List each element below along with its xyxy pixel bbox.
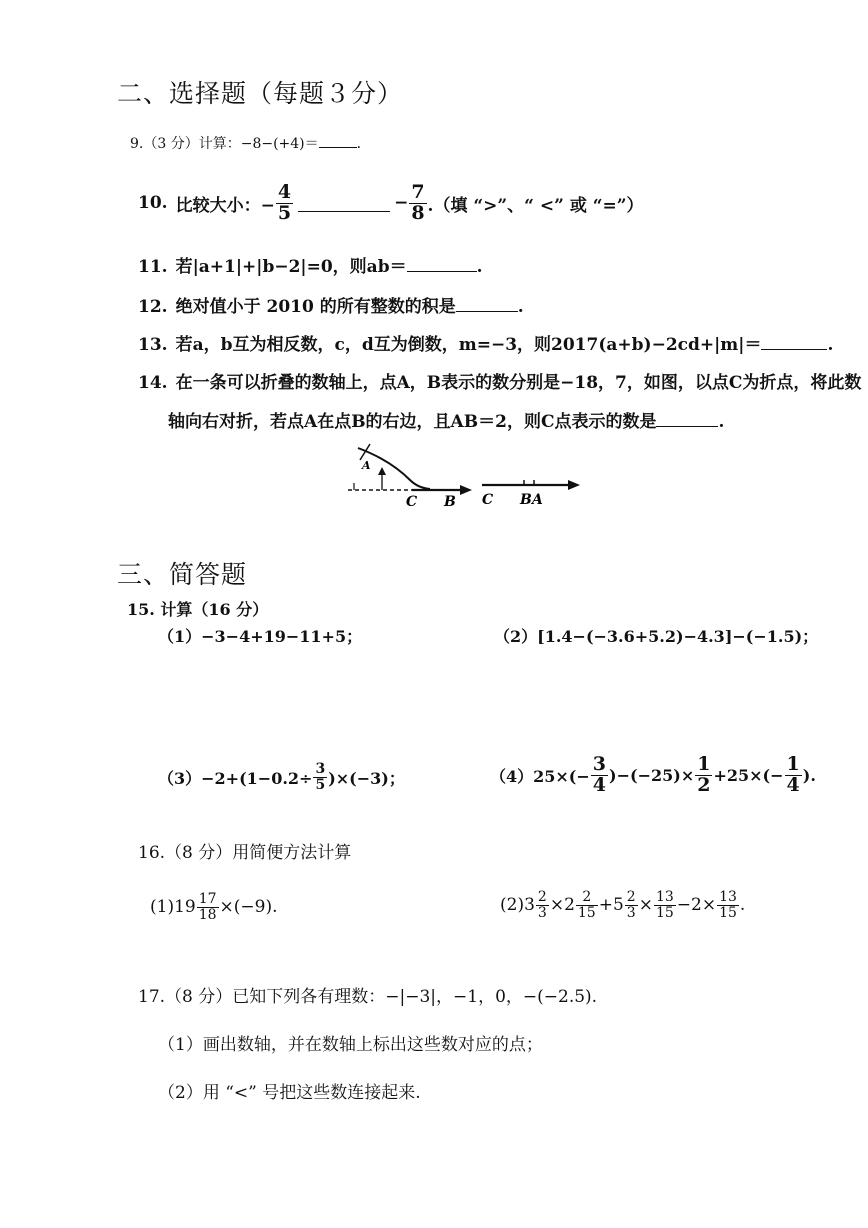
fraction-numerator: 13 [719,888,737,905]
expression-text: (2)3 [500,895,535,915]
fraction [654,890,676,920]
question-15-part-1: （1）−3−4+19−11+5； [158,627,363,646]
fraction [695,752,712,796]
question-12-text: 绝对值小于 2010 的所有整数的积是 [175,297,456,317]
expression-text: )×(−3)； [328,768,405,788]
question-9 [130,133,371,153]
expression-text: ×(−9). [219,897,278,917]
arrow-head [378,467,386,475]
question-17-part-1: （1）画出数轴，并在数轴上标出这些数对应的点； [158,1035,543,1055]
question-10-instruction: .（填 “>”、“ <” 或 “=”） [427,195,644,216]
question-16-part-2 [500,878,745,932]
point-label-b: B [444,494,456,510]
question-9-end: ． [356,136,371,152]
question-14-end: . [718,412,725,432]
question-13-number: 13. [138,335,168,355]
question-12 [138,292,524,317]
fraction [576,890,598,920]
fraction-numerator: 2 [576,890,598,906]
expression-text: ×2 [549,895,575,915]
fraction-denominator: 2 [697,773,711,796]
question-10 [138,175,644,231]
question-13-end: . [827,335,834,355]
expression-text: . [739,895,746,915]
question-16-part-1 [150,880,278,934]
expression-text: (1)19 [150,897,196,917]
answer-blank[interactable] [656,409,718,427]
fraction-denominator: 15 [577,904,596,921]
question-12-number: 12. [138,297,168,317]
question-15-part-3 [158,752,405,802]
fraction-numerator: 1 [697,752,711,775]
fraction-numerator: 3 [315,760,326,777]
answer-blank[interactable] [407,254,477,272]
fraction-numerator: 1 [786,752,800,775]
question-15-part-4 [490,750,816,800]
fraction [197,892,219,922]
question-11-number: 11. [138,257,168,277]
question-10-number: 10. [138,193,168,213]
question-17-header: 17.（8 分）已知下列各有理数：−|−3|，−1，0，−(−2.5). [138,987,598,1007]
arrow-head [460,485,472,495]
fraction-denominator: 4 [592,773,607,796]
question-14-line-1: 在一条可以折叠的数轴上，点A，B表示的数分别是−18，7，如图，以点C为折点，将此数 [175,373,862,393]
expression-text: × [638,895,653,915]
point-label-c: C [482,492,494,508]
question-13-text: 若a，b互为相反数，c，d互为倒数，m=−3，则2017(a+b)−2cd+|m|＝ [175,335,762,355]
fraction-numerator: 3 [592,752,607,775]
question-10-text: 比较大小：− [175,195,275,216]
expression-text: ). [802,765,816,785]
point-label-a: A [532,492,543,508]
question-9-text: 9.（3 分）计算：−8−(+4)＝ [130,136,319,152]
fraction-numerator: 4 [277,180,292,203]
expression-text: +5 [598,895,624,915]
fraction-denominator: 8 [411,201,425,224]
fraction [409,180,426,224]
fraction-numerator: 2 [626,888,636,905]
section-2-title: 二、选择题（每题３分） [117,79,404,108]
fraction-denominator: 5 [315,776,326,793]
expression-text: （4）25×(− [490,766,590,786]
answer-blank[interactable] [319,133,357,148]
question-14-line-2: 轴向右对折，若点A在点B的右边，且AB＝2，则C点表示的数是 [168,412,657,432]
minus-sign: − [394,193,409,213]
expression-text: )−(−25)× [609,765,695,785]
fraction-denominator: 3 [626,904,636,921]
fraction [536,890,549,920]
question-14-continued [168,407,724,432]
fraction [785,752,802,796]
answer-blank[interactable] [761,332,827,350]
fraction-denominator: 5 [277,201,292,224]
question-15-part-2: （2）[1.4−(−3.6+5.2)−4.3]−(−1.5)； [494,627,819,646]
question-17-part-2: （2）用 “<” 号把这些数连接起来. [158,1083,421,1103]
folding-number-line-figure [340,440,590,512]
answer-blank[interactable] [298,194,390,212]
question-14-number: 14. [138,373,168,393]
question-15-header: 15. 计算（16 分） [127,600,269,619]
fraction-denominator: 15 [719,904,737,921]
point-label-b: B [520,492,532,508]
fraction [625,890,638,920]
expression-text: +25×(− [713,765,784,785]
question-16-header: 16.（8 分）用简便方法计算 [138,843,352,863]
question-11-end: . [476,257,483,277]
answer-blank[interactable] [456,294,518,312]
question-12-end: . [517,297,524,317]
question-13 [138,330,833,355]
expression-text: −2× [676,895,717,915]
fraction [591,752,608,796]
fraction-denominator: 4 [786,773,800,796]
fraction-denominator: 3 [537,904,547,921]
fraction-denominator: 18 [198,906,217,923]
fraction-numerator: 2 [537,888,547,905]
question-11-text: 若|a+1|+|b−2|=0，则ab＝ [175,257,407,277]
fraction-denominator: 15 [655,904,674,921]
fraction [717,890,739,920]
arrow-head [568,480,580,490]
point-label-a: A [362,459,371,472]
fraction [276,180,293,224]
question-11 [138,252,483,277]
fraction [313,762,327,792]
question-14 [138,368,861,393]
expression-text: （3）−2+(1−0.2÷ [158,768,313,788]
point-label-c: C [406,494,418,510]
section-3-title: 三、简答题 [117,560,248,589]
fraction-numerator: 17 [198,890,217,907]
fraction-numerator: 7 [411,180,425,203]
fraction-numerator: 13 [655,888,674,905]
